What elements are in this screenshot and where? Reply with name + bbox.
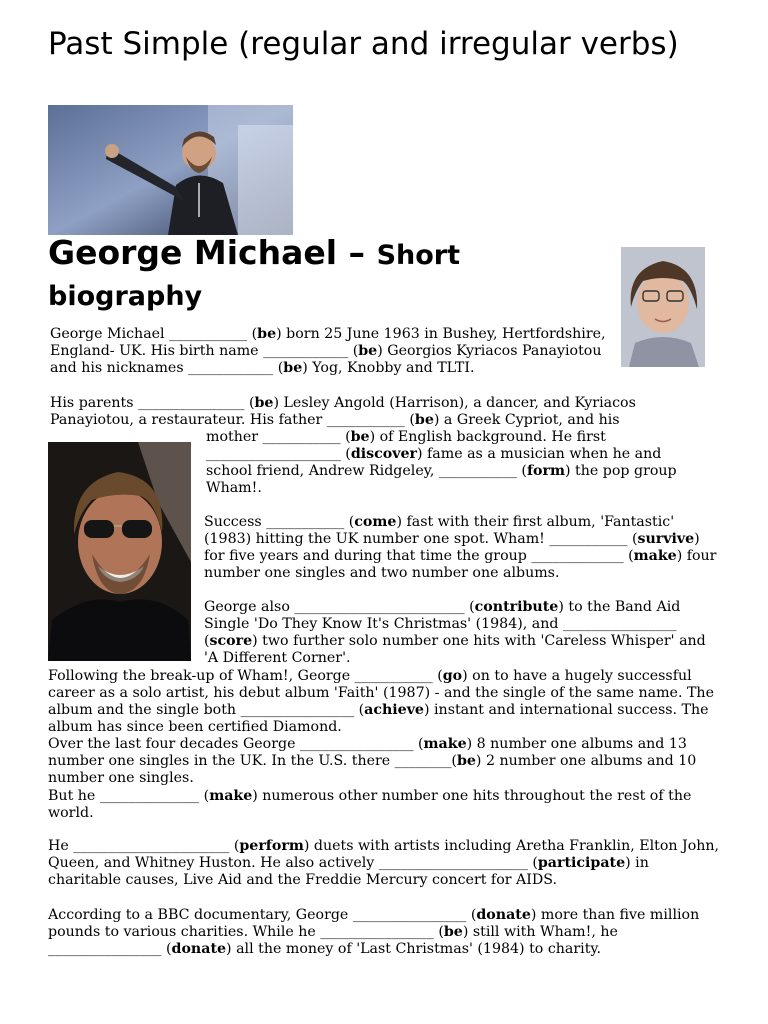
verb-prompt: make [423,736,467,752]
verb-prompt: be [257,326,277,342]
text-run: ) 2 number one albums and 10 number one singles. [48,753,697,787]
text-run: ) for five years and during that time the group [204,531,700,565]
answer-blank[interactable]: ______________________ [73,838,230,854]
heading-sub-b: biography [48,281,203,312]
text-run: ) a Greek Cypriot, and his [433,412,620,429]
answer-blank[interactable]: ______________ [99,788,200,804]
answer-blank[interactable]: ___________ [549,531,628,548]
text-run: ( [204,633,210,650]
answer-blank[interactable]: ____________ [188,360,274,377]
text-run: ( [161,941,172,958]
text-run: ( [199,788,210,804]
answer-blank[interactable]: ___________ [438,463,517,480]
answer-blank[interactable]: ________________ [562,616,677,633]
verb-prompt: score [209,633,253,650]
verb-prompt: contribute [474,599,559,615]
verb-prompt: make [209,788,253,804]
answer-blank[interactable]: ________ [394,753,452,770]
text-run: ( [354,702,365,719]
paragraph-wham-formation [206,429,711,497]
text-run: Over the last four decades George [48,736,300,752]
answer-blank[interactable]: ________________ [240,702,355,719]
text-run: ) Lesley Angold (Harrison), a dancer, and Kyriacos Panayiotou, a restaurateur. His father [50,395,636,429]
verb-prompt: make [633,548,677,565]
verb-prompt: perform [239,838,304,854]
text-run: ( [432,668,443,684]
childhood-photo [621,247,705,367]
text-run: ( [404,412,415,429]
text-run: ( [527,855,538,872]
answer-blank[interactable]: ___________ [354,668,433,684]
answer-blank[interactable]: _____________ [531,548,624,565]
concert-photo [48,105,293,235]
text-run: ( [244,395,255,411]
text-run: ) the pop group Wham!. [206,463,677,497]
paragraph-duets [48,838,720,889]
text-run: ) numerous other number one hits throughout the rest of the world. [48,788,692,822]
paragraph-parents [50,395,710,429]
verb-prompt: go [442,668,463,684]
verb-prompt: be [358,343,378,360]
text-run: ) fast with their first album, 'Fantastic' (1983) hitting the UK number one spot. Wham! [204,514,675,548]
text-run: ) fame as a musician when he and school friend, Andrew Ridgeley, [206,446,662,480]
paragraph-birth [50,326,610,377]
verb-prompt: be [254,395,274,411]
text-run: ) in charitable causes, Live Aid and the Freddie Mercury concert for AIDS. [48,855,649,889]
text-run: ) Georgios Kyriacos Panayiotou and his nicknames [50,343,602,377]
answer-blank[interactable]: ___________ [169,326,248,342]
portrait-photo [48,442,191,661]
answer-blank[interactable]: ________________________ [294,599,465,615]
answer-blank[interactable]: ___________ [326,412,405,429]
text-run: ( [340,446,351,463]
verb-prompt: form [526,463,565,480]
text-run: ( [413,736,424,752]
text-run: According to a BBC documentary, George [48,907,353,923]
worksheet-title: Past Simple (regular and irregular verbs) [48,26,679,62]
text-run: ) duets with artists including Aretha Franklin, Elton John, Queen, and Whitney Huston. He also actively [48,838,720,872]
verb-prompt: be [443,924,463,941]
text-run: George Michael [50,326,170,342]
verb-prompt: be [456,753,476,770]
text-run: ( [516,463,527,480]
answer-blank[interactable]: ___________ [266,514,345,530]
verb-prompt: discover [350,446,417,463]
text-run: George also [204,599,295,615]
text-run: ) to the Band Aid Single 'Do They Know It's Christmas' (1984), and [204,599,681,633]
answer-blank[interactable]: ___________ [262,429,341,445]
text-run: His parents [50,395,139,411]
text-run: He [48,838,74,854]
paragraph-band-aid [204,599,720,667]
text-run: ) on to have a hugely successful career as a solo artist, his debut album 'Faith' (1987) - and the single of the same name. The album and the single both [48,668,714,719]
verb-prompt: participate [537,855,626,872]
text-run: ) still with Wham!, he [462,924,618,941]
answer-blank[interactable]: ___________________ [206,446,341,463]
text-run: Success [204,514,267,530]
verb-prompt: survive [637,531,695,548]
paragraph-world-hits [48,788,726,822]
text-run: ( [273,360,284,377]
paragraph-solo-career [48,668,720,736]
text-run: ) four number one singles and two number one albums. [204,548,717,582]
heading-sub-a: Short [376,240,461,271]
answer-blank[interactable]: ________________ [48,941,162,958]
text-run: ( [229,838,240,854]
text-run: ) Yog, Knobby and TLTI. [302,360,475,377]
text-run: ) all the money of 'Last Christmas' (1984) to charity. [226,941,602,958]
text-run: ( [340,429,351,445]
answer-blank[interactable]: _____________________ [378,855,528,872]
verb-prompt: be [350,429,370,445]
paragraph-chart-records [48,736,726,787]
answer-blank[interactable]: ________________ [352,907,467,923]
text-run: ) instant and international success. The album has since been certified Diamond. [48,702,709,736]
heading-main: George Michael – [48,233,377,272]
answer-blank[interactable]: ________________ [299,736,414,752]
answer-blank[interactable]: ____________ [263,343,349,360]
text-run: But he [48,788,100,804]
text-run: ( [627,531,638,548]
verb-prompt: come [354,514,397,530]
verb-prompt: be [414,412,434,429]
paragraph-charity [48,907,720,958]
text-run: ( [451,753,457,770]
text-run: ( [433,924,444,941]
text-run: mother [206,429,263,445]
text-run: ) of English background. He first [369,429,606,445]
verb-prompt: achieve [364,702,424,719]
text-run: ( [348,343,359,360]
text-run: ) more than five million pounds to various charities. While he [48,907,700,941]
text-run: ( [623,548,634,565]
text-run: ( [464,599,475,615]
text-run: ) 8 number one albums and 13 number one singles in the UK. In the U.S. there [48,736,687,770]
answer-blank[interactable]: ________________ [320,924,434,941]
verb-prompt: donate [476,907,531,923]
verb-prompt: donate [171,941,227,958]
text-run: ( [344,514,355,530]
text-run: Following the break-up of Wham!, George [48,668,355,684]
biography-heading [48,234,608,316]
answer-blank[interactable]: _______________ [138,395,245,411]
text-run: ( [247,326,258,342]
paragraph-success [204,514,719,582]
text-run: ) two further solo number one hits with 'Careless Whisper' and 'A Different Corner'. [204,633,706,667]
text-run: ) born 25 June 1963 in Bushey, Hertfordshire, England- UK. His birth name [50,326,606,360]
verb-prompt: be [283,360,303,377]
text-run: ( [466,907,477,923]
